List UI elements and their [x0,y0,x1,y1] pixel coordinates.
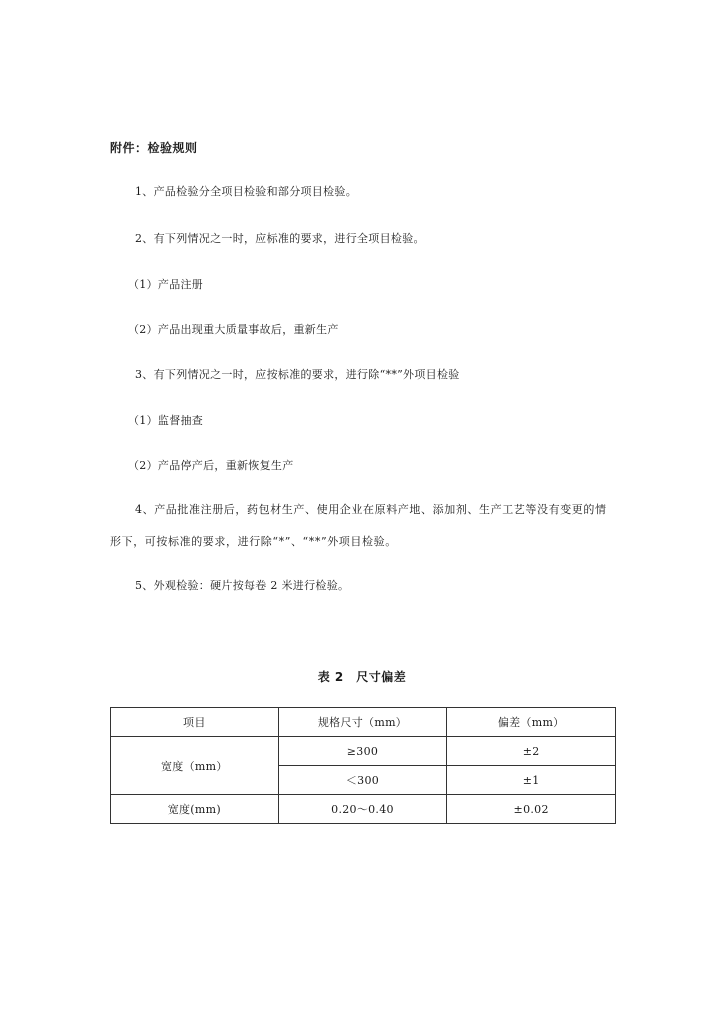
rule-2-item-1: （1）产品注册 [128,278,204,291]
rule-5: 5、外观检验：硬片按每卷 2 米进行检验。 [135,579,350,592]
rule-3-item-2: （2）产品停产后，重新恢复生产 [128,459,294,472]
appendix-heading: 附件：检验规则 [110,141,198,155]
header-spec: 规格尺寸（mm） [278,708,447,737]
rule-2-item-2: （2）产品出现重大质量事故后，重新生产 [128,323,339,336]
row1-tolerance-a: ±2 [447,737,616,766]
row1-spec-a: ≥300 [278,737,447,766]
rule-3: 3、有下列情况之一时，应按标准的要求，进行除“**”外项目检验 [135,368,460,381]
row2-spec: 0.20～0.40 [278,795,447,824]
row1-spec-b: ＜300 [278,766,447,795]
row2-tolerance: ±0.02 [447,795,616,824]
table-row [111,795,616,824]
rule-2: 2、有下列情况之一时，应标准的要求，进行全项目检验。 [135,232,425,245]
row1-tolerance-b: ±1 [447,766,616,795]
dimension-tolerance-table [110,707,616,824]
row2-item: 宽度(mm) [111,795,279,824]
rule-4: 4、产品批准注册后，药包材生产、使用企业在原料产地、添加剂、生产工艺等没有变更的情形下，可按标准的要求，进行除“*”、“**”外项目检验。 [110,503,607,548]
rule-1: 1、产品检验分全项目检验和部分项目检验。 [135,185,357,198]
rule-3-item-1: （1）监督抽查 [128,414,204,427]
header-item: 项目 [111,708,279,737]
table-title: 表 2 尺寸偏差 [317,670,407,684]
row1-item: 宽度（mm） [111,737,279,795]
header-tolerance: 偏差（mm） [447,708,616,737]
table-row [111,737,616,766]
table-header-row [111,708,616,737]
